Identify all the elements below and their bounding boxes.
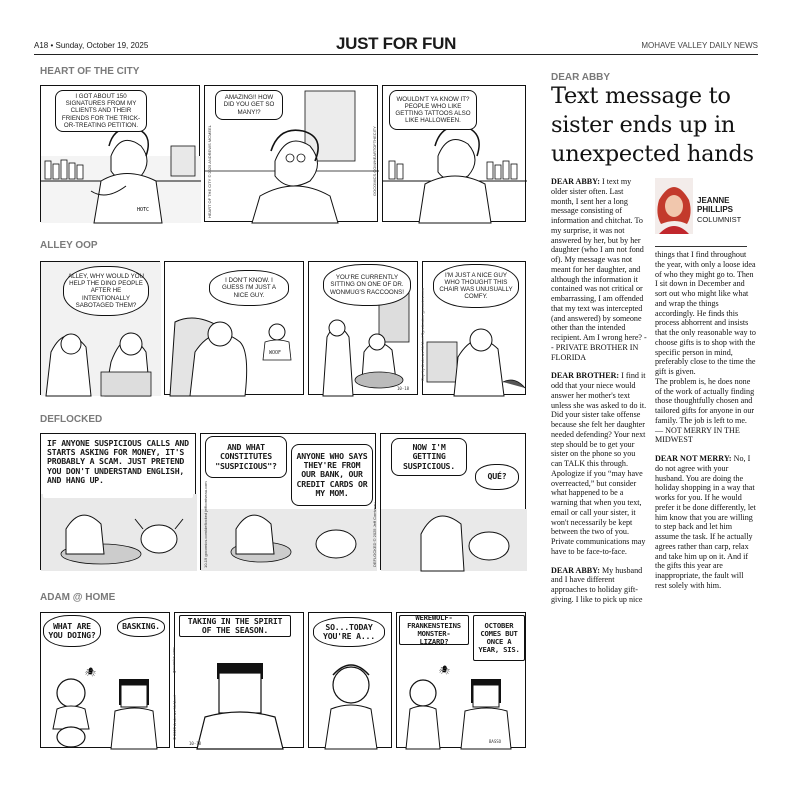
comic-panel-4 <box>422 261 526 395</box>
byline-rule <box>655 246 747 247</box>
portrait-image <box>655 178 693 234</box>
header-rule <box>34 54 758 55</box>
column-headline: Text message to sister ends up in unexpected hands <box>551 83 754 167</box>
speech-balloon: I GOT ABOUT 150 SIGNATURES FROM MY CLIENTS AND THEIR FRIENDS FOR THE TRICK-OR-TREATING PETITION. <box>55 90 147 132</box>
column-signoff: — NOT MERRY IN THE MIDWEST <box>655 425 740 445</box>
comic-panel-1 <box>40 261 160 395</box>
comic-panel-3 <box>308 612 392 748</box>
comic-credit: GOCOMICS.COM/HEARTOFTHECITY <box>372 126 377 196</box>
comic-strip-alley-oop <box>40 261 526 395</box>
comic-panel-1 <box>40 433 196 570</box>
comic-panel-4 <box>396 612 526 748</box>
comic-panel-1 <box>40 85 200 222</box>
comic-strip-adam-at-home <box>40 612 526 748</box>
speech-balloon: TAKING IN THE SPIRIT OF THE SEASON. <box>179 615 291 637</box>
speech-balloon: IF ANYONE SUSPICIOUS CALLS AND STARTS ASKING FOR MONEY, IT'S PROBABLY A SCAM. JUST PRETEND YOU DON'T UNDERSTAND ENGLISH, AND HANG UP. <box>43 436 193 498</box>
svg-text:🕷: 🕷 <box>85 668 97 678</box>
comic-credit: gocomics.com <box>171 647 176 673</box>
sound-effect: WOOF <box>269 350 282 356</box>
comic-credit: © 2025 Andrews McMeel <box>172 695 177 740</box>
comic-panel-2 <box>200 433 376 570</box>
column-paragraph: things that I find throughout the year, with only a loose idea of who they might go to. Then I sit down in December and sort out who might like what and wrap the things accordingly. He finds this process abhorrent and insists that the only reasonable way to choose gifts is to shop with the specific person in mind, preferably close to the time the gift is given. <box>655 250 756 376</box>
comic-date: 10-18 <box>189 741 202 746</box>
newspaper-name: MOHAVE VALLEY DAILY NEWS <box>641 41 758 50</box>
comic-credit: DEFLOCKED © 2025 Jeff Corriveau <box>372 502 377 567</box>
speech-balloon: I'M JUST A NICE GUY WHO THOUGHT THIS CHAIR WAS UNUSUALLY COMFY. <box>433 264 519 308</box>
column-paragraph: DEAR ABBY: I text my older sister often. Last month, I sent her a long message consisting of information and chitchat. To my surprise, it was not answered by her, but by her daughter (who I am not fond of). My message was not meant for her daughter, and although the information it contained was not critical or embarrassing, I am offended that my text was intercepted (and answered) by someone other than the intended recipient. Am I wrong here? -- PRIVATE BROTHER IN FLORIDA <box>551 177 647 362</box>
column-text-1 <box>551 177 647 614</box>
comic-title-alley-oop: ALLEY OOP <box>40 240 98 251</box>
comic-panel-3 <box>382 85 526 222</box>
column-text-2 <box>655 250 757 600</box>
comic-panel-3 <box>308 261 418 395</box>
svg-text:HOTC: HOTC <box>137 207 150 213</box>
comic-title-deflocked: DEFLOCKED <box>40 414 103 425</box>
column-kicker: DEAR ABBY <box>551 72 611 83</box>
section-title: JUST FOR FUN <box>335 34 457 53</box>
comic-strip-deflocked <box>40 433 526 570</box>
speech-balloon: WHAT ARE YOU DOING? <box>43 615 101 647</box>
speech-balloon: QUÉ? <box>475 464 519 490</box>
speech-balloon: ALLEY, WHY WOULD YOU HELP THE DINO PEOPLE AFTER HE INTENTIONALLY SABOTAGED THEM? <box>63 266 149 316</box>
speech-balloon: YOU'RE CURRENTLY SITTING ON ONE OF DR. WONMUG'S RACCOONS! <box>323 264 411 306</box>
comic-date: 10-18 <box>397 386 410 391</box>
comic-title-adam-at-home: ADAM @ HOME <box>40 592 116 603</box>
comic-panel-2 <box>171 612 304 748</box>
artist-signature: BASSO <box>489 739 502 744</box>
speech-balloon: ANYONE WHO SAYS THEY'RE FROM OUR BANK, OUR CREDIT CARDS OR MY MOM. <box>291 444 373 506</box>
speech-balloon: WOULDN'T YA KNOW IT? PEOPLE WHO LIKE GETTING TATTOOS ALSO LIKE HALLOWEEN. <box>389 90 477 130</box>
comic-panel-2 <box>204 85 378 222</box>
comic-credit: Oop by Andrews McMeel Syndication gocomics.com <box>420 288 425 381</box>
comic-panel-1 <box>40 612 170 748</box>
speech-balloon: SO...TODAY YOU'RE A... <box>313 617 385 647</box>
speech-balloon: I DON'T KNOW. I GUESS I'M JUST A NICE GUY. <box>209 270 289 306</box>
speech-balloon: AND WHAT CONSTITUTES "SUSPICIOUS"? <box>205 436 287 478</box>
author-byline <box>655 178 757 248</box>
column-paragraph: DEAR BROTHER: I find it odd that your niece would answer her mother's text unless she was asked to do it. Did your sister take offense because she felt her daughter needed defending? Your next step should be to get your sister on the phone so you can TALK this through. Apologize if you “may have overreacted,” but consider what happened to be a warning that when you text, email or call your sister, it won't necessarily be kept between the two of you. Private communications may have to be face-to-face. <box>551 371 647 556</box>
svg-text:🕷: 🕷 <box>439 666 451 676</box>
speech-balloon: BASKING. <box>117 617 165 637</box>
author-role: COLUMNIST <box>697 215 742 224</box>
comic-credit: 10-19 gocomics.com/deflocked jeffcorriveau.com <box>203 481 208 568</box>
comic-panel-2 <box>164 261 304 395</box>
comic-title-heart-of-the-city: HEART OF THE CITY <box>40 66 140 77</box>
page-folio: A18 • Sunday, October 19, 2025 <box>34 41 149 50</box>
column-paragraph: DEAR ABBY: My husband and I have different approaches to holiday gift-giving. I like to pick up nice <box>551 565 643 604</box>
comic-credit: HEART OF THE CITY © 2025 ANDREWS MCMEEL <box>207 125 212 218</box>
column-paragraph: The problem is, he does none of the work of actually finding those thoughtfully chosen and tailored gifts for anyone in our family. The job is left to me. <box>655 376 755 425</box>
speech-balloon: WEREWOLF-FRANKENSTEINS MONSTER-LIZARD? <box>399 615 469 645</box>
speech-balloon: NOW I'M GETTING SUSPICIOUS. <box>391 438 467 476</box>
author-photo <box>655 178 693 234</box>
speech-balloon: AMAZING!! HOW DID YOU GET SO MANY!? <box>215 90 283 120</box>
comic-panel-3 <box>380 433 526 570</box>
comic-strip-heart-of-the-city <box>40 85 526 222</box>
speech-balloon: OCTOBER COMES BUT ONCE A YEAR, SIS. <box>473 615 525 661</box>
column-paragraph: DEAR NOT MERRY: No, I do not agree with your husband. You are doing the holiday shopping in a way that works for you. If he would prefer it be done differently, let him know that you are willing to step back and let him assume the task. If he actually agrees rather than carp, relax and take him up on it. And if the gifts this year are inappropriate, the fault will rest solely with him. <box>655 454 756 590</box>
author-name: JEANNE PHILLIPS <box>697 196 734 214</box>
